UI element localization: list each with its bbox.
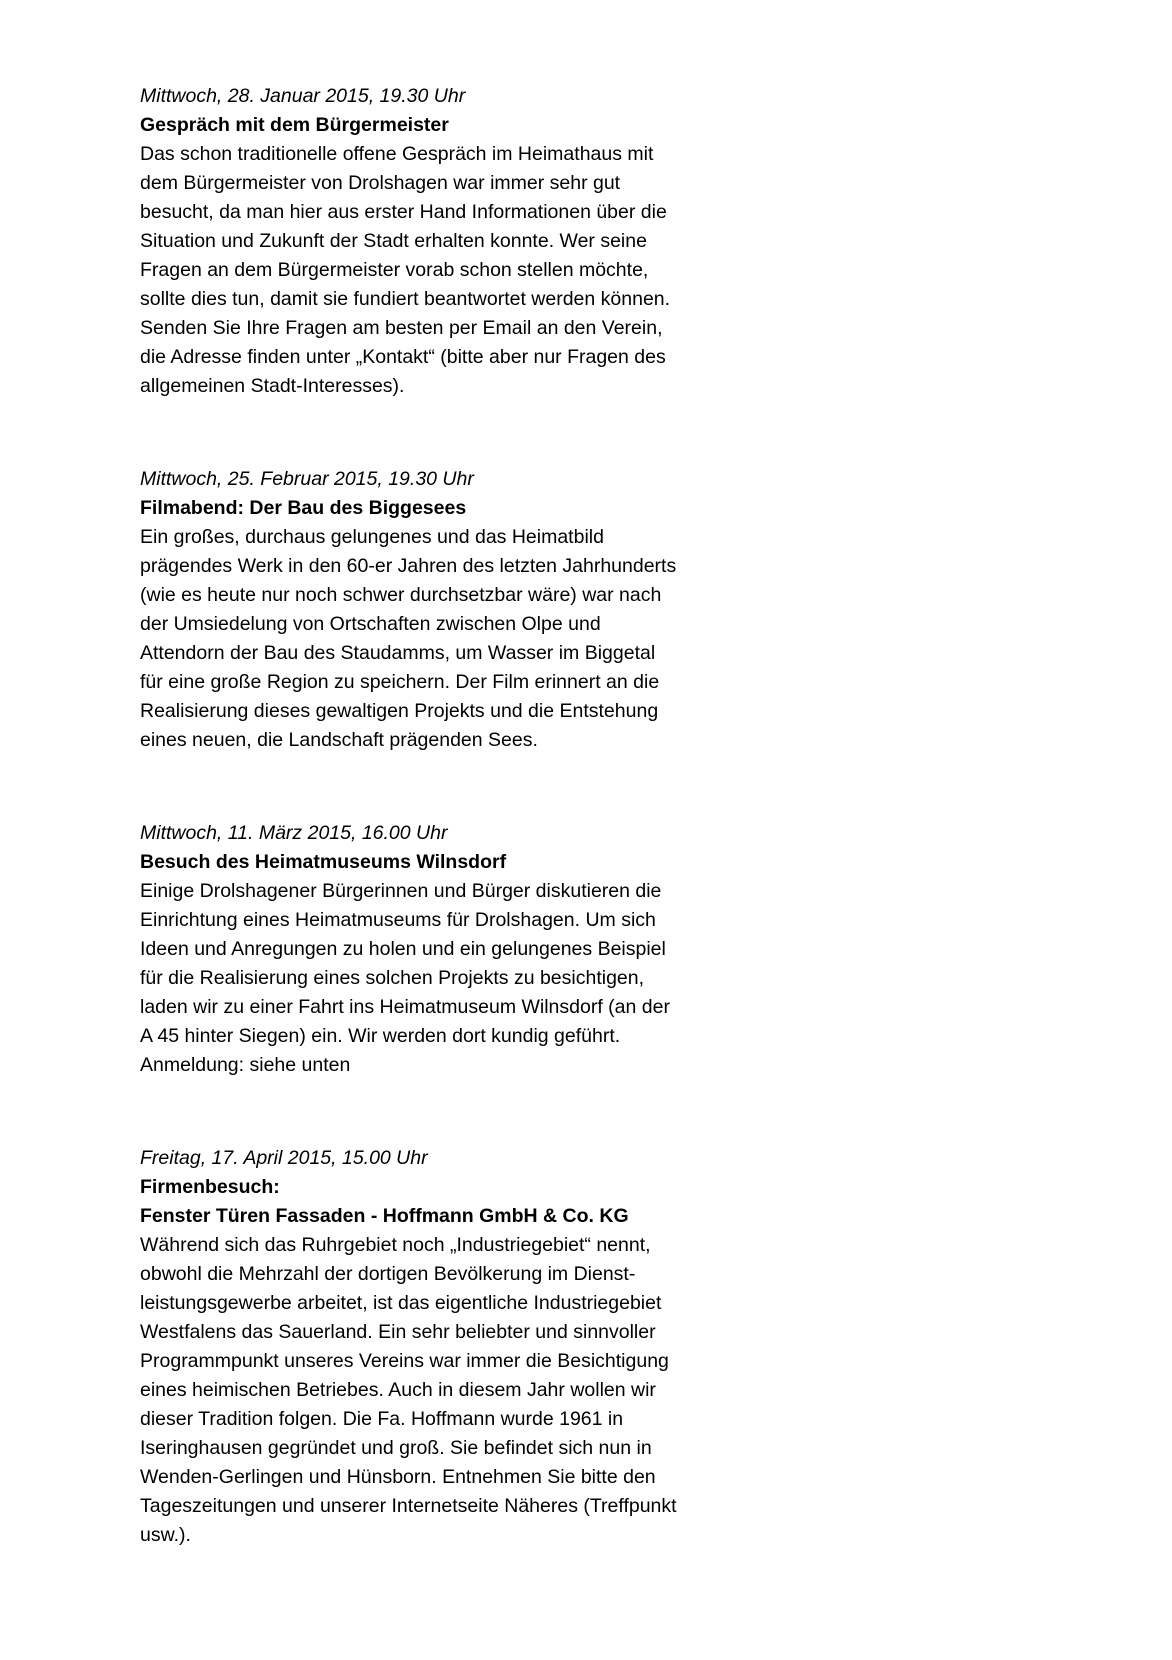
event-text-line: eines heimischen Betriebes. Auch in diesem Jahr wollen wir xyxy=(140,1379,656,1401)
event-text-line: Fragen an dem Bürgermeister vorab schon stellen möchte, xyxy=(140,259,649,281)
event-text-line: besucht, da man hier aus erster Hand Informationen über die xyxy=(140,201,667,223)
event-text-line: Ein großes, durchaus gelungenes und das Heimatbild xyxy=(140,526,604,548)
event-entry xyxy=(140,1144,780,1550)
event-text-line: Situation und Zukunft der Stadt erhalten konnte. Wer seine xyxy=(140,230,647,252)
event-text-line: Iseringhausen gegründet und groß. Sie befindet sich nun in xyxy=(140,1437,652,1459)
event-text-line: leistungsgewerbe arbeitet, ist das eigentliche Industriegebiet xyxy=(140,1292,662,1314)
event-text-line: für eine große Region zu speichern. Der Film erinnert an die xyxy=(140,671,660,693)
event-text-line: Senden Sie Ihre Fragen am besten per Email an den Verein, xyxy=(140,317,663,339)
event-entry xyxy=(140,819,780,1080)
event-text-line: sollte dies tun, damit sie fundiert beantwortet werden können. xyxy=(140,288,671,310)
event-text-line: Realisierung dieses gewaltigen Projekts und die Entstehung xyxy=(140,700,659,722)
event-text-line: Das schon traditionelle offene Gespräch im Heimathaus mit xyxy=(140,143,654,165)
event-text-line: Programmpunkt unseres Vereins war immer die Besichtigung xyxy=(140,1350,669,1372)
event-text-line: usw.). xyxy=(140,1524,191,1546)
event-date: Freitag, 17. April 2015, 15.00 Uhr xyxy=(140,1147,428,1169)
event-text-line: allgemeinen Stadt-Interesses). xyxy=(140,375,405,397)
event-title: Firmenbesuch: xyxy=(140,1176,280,1198)
event-subtitle: Fenster Türen Fassaden - Hoffmann GmbH & Co. KG xyxy=(140,1205,629,1227)
event-text-line: (wie es heute nur noch schwer durchsetzbar wäre) war nach xyxy=(140,584,662,606)
event-text-line: dem Bürgermeister von Drolshagen war immer sehr gut xyxy=(140,172,621,194)
event-text-line: prägendes Werk in den 60-er Jahren des letzten Jahrhunderts xyxy=(140,555,677,577)
event-date: Mittwoch, 11. März 2015, 16.00 Uhr xyxy=(140,822,448,844)
event-text-line: Wenden-Gerlingen und Hünsborn. Entnehmen Sie bitte den xyxy=(140,1466,656,1488)
event-title: Besuch des Heimatmuseums Wilnsdorf xyxy=(140,851,507,873)
event-text-line: der Umsiedelung von Ortschaften zwischen Olpe und xyxy=(140,613,601,635)
event-entry xyxy=(140,465,780,755)
event-text-line: Einige Drolshagener Bürgerinnen und Bürger diskutieren die xyxy=(140,880,662,902)
event-text-line: Tageszeitungen und unserer Internetseite Näheres (Treffpunkt xyxy=(140,1495,677,1517)
event-text-line: Während sich das Ruhrgebiet noch „Industriegebiet“ nennt, xyxy=(140,1234,651,1256)
event-text-line: eines neuen, die Landschaft prägenden Sees. xyxy=(140,729,538,751)
event-text-line: Anmeldung: siehe unten xyxy=(140,1054,351,1076)
event-date: Mittwoch, 28. Januar 2015, 19.30 Uhr xyxy=(140,85,466,107)
event-text-line: Ideen und Anregungen zu holen und ein gelungenes Beispiel xyxy=(140,938,666,960)
event-title: Filmabend: Der Bau des Biggesees xyxy=(140,497,467,519)
event-text-line: für die Realisierung eines solchen Projekts zu besichtigen, xyxy=(140,967,645,989)
event-entry xyxy=(140,82,780,401)
event-text-line: Einrichtung eines Heimatmuseums für Drolshagen. Um sich xyxy=(140,909,656,931)
event-text-line: Westfalens das Sauerland. Ein sehr beliebter und sinnvoller xyxy=(140,1321,656,1343)
event-text-line: A 45 hinter Siegen) ein. Wir werden dort kundig geführt. xyxy=(140,1025,621,1047)
event-text-line: laden wir zu einer Fahrt ins Heimatmuseum Wilnsdorf (an der xyxy=(140,996,670,1018)
event-date: Mittwoch, 25. Februar 2015, 19.30 Uhr xyxy=(140,468,474,490)
event-text-line: die Adresse finden unter „Kontakt“ (bitte aber nur Fragen des xyxy=(140,346,666,368)
event-text-line: Attendorn der Bau des Staudamms, um Wasser im Biggetal xyxy=(140,642,656,664)
event-title: Gespräch mit dem Bürgermeister xyxy=(140,114,449,136)
event-text-line: obwohl die Mehrzahl der dortigen Bevölkerung im Dienst- xyxy=(140,1263,636,1285)
event-text-line: dieser Tradition folgen. Die Fa. Hoffmann wurde 1961 in xyxy=(140,1408,624,1430)
